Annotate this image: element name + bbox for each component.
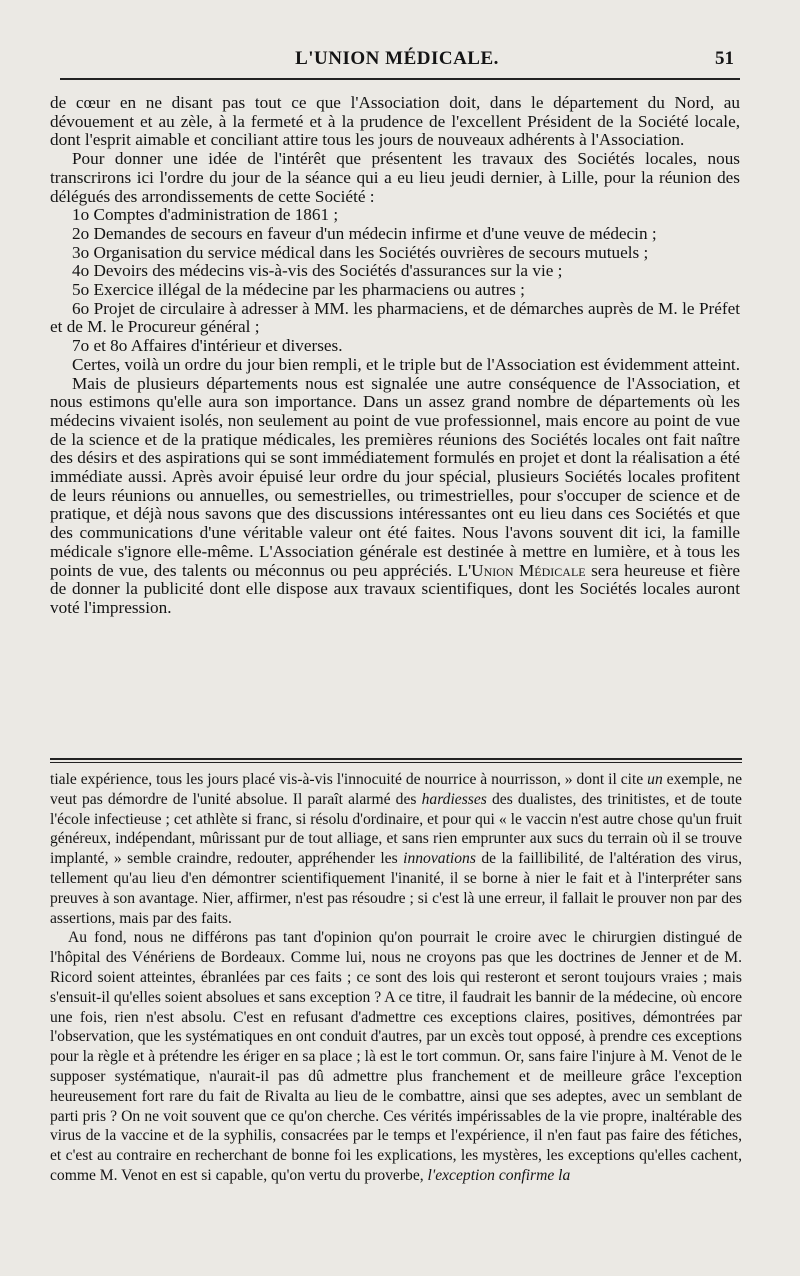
paragraph: Pour donner une idée de l'intérêt que présentent les travaux des Sociétés locales, nous transcrirons ici l'ordre du jour de la séance qui a eu lieu jeudi dernier, à Lille, pour la réunion des délégués des arrondissements de cette Société : [50,149,740,206]
agenda-item: 5o Exercice illégal de la médecine par les pharmaciens ou autres ; [72,280,525,300]
paragraph [50,928,742,1185]
paragraph-text: Au fond, nous ne différons pas tant d'opinion qu'on pourrait le croire avec le chirurgien distingué de l'hôpital des Vénériens de Bordeaux. Comme lui, nous ne croyons pas que les doctrines de Jenner et de M. Ricord soient atteintes, ébranlées par ces faits ; ce sont des lois qui resteront et seront toujours vraies ; mais s'ensuit-il qu'elles soient absolues et sans exception ? A ce titre, il faudrait les bannir de la médecine, où encore une fois, rien n'est absolu. C'est en refusant d'admettre ces exceptions claires, positives, démontrées par l'observation, que les systématiques en ont conduit d'autres, par un excès tout opposé, à prendre ces exceptions pour la règle et à prétendre les ériger en sa place ; là est le tort commun. Or, sans faire l'injure à M. Venot de le supposer systématique, n'aurait-il pas dû admettre plus franchement et de meilleure grâce l'exception heureusement fort rare du fait de Rivalta au lieu de le combattre, ainsi que ses adeptes, avec un semblant de parti pris ? On ne voit souvent que ce qu'on cherche. Ces vérités impérissables de la vie propre, inaltérable des virus de la vaccine et de la syphilis, consacrées par le temps et l'expérience, il n'en faut pas faire des fétiches, et c'est au contraire en recherchant de bonne foi les explications, les mystères, les exceptions qu'elles cachent, comme M. Venot en est si capable, qu'on vertu du proverbe, [50,929,742,1184]
paragraph-text: exemple, ne veut pas démordre de l'unité absolue. Il paraît alarmé des [50,771,743,808]
section-rule [50,758,742,760]
upper-article [50,94,740,618]
paragraph: de cœur en ne disant pas tout ce que l'Association doit, dans le département du Nord, au dévouement et au zèle, à la fermeté et à la prudence de l'excellent Président de la Société locale, dont l'esprit aimable et conciliant attire tous les jours de nouveaux adhérents à l'Association. [50,93,740,150]
running-header [52,44,742,74]
italic-text: un [647,771,663,788]
agenda-item: 6o Projet de circulaire à adresser à MM. les pharmaciens, et de démarches auprès de M. le Préfet et de M. le Procureur général ; [50,298,740,337]
agenda-item: 4o Devoirs des médecins vis-à-vis des Sociétés d'assurances sur la vie ; [72,261,563,281]
agenda-item: 2o Demandes de secours en faveur d'un médecin infirme et d'une veuve de médecin ; [72,223,657,243]
paragraph: Certes, voilà un ordre du jour bien rempli, et le triple but de l'Association est évidemment atteint. [72,354,740,374]
paragraph-text: des dualistes, des trinitistes, et de toute l'école infectieuse ; cet athlète si franc, si résolu d'ordinaire, et pour qui « le vaccin n'est autre chose qu'un fruit généreux, indépendant, mûrissant pur de tout alliage, et sans rien emprunter aux sucs du terrain où il se trouve implanté, » semble craindre, redouter, appréhender les [50,790,742,868]
page-number: 51 [715,48,734,69]
paragraph-text: de la faillibilité, de l'altération des virus, tellement qu'au lieu d'en démontrer scientifiquement l'inanité, il se borne à nier le fait et à l'interpréter sans preuves à son avantage. Nier, affirmer, n'est pas résoudre ; si c'est là une erreur, il fallait le prouver non par des assertions, mais par des faits. [50,850,742,927]
section-rule-thin [50,762,742,763]
paragraph-text: Mais de plusieurs départements nous est signalée une autre conséquence de l'Association, et nous estimons qu'elle aura son importance. Dans un assez grand nombre de départements où les médecins vivaient isolés, non seulement au point de vue professionnel, mais encore au point de vue de la science et de la pratique médicales, les premières réunions des Sociétés locales ont fait naître des désirs et des aspirations qui se sont immédiatement formulés en projet et dont la réalisation a été immédiate aussi. Après avoir épuisé leur ordre du jour spécial, plusieurs Sociétés locales profitent de leurs réunions ou annuelles, ou semestrielles, ou trimestrielles, pour s'occuper de science et de pratique, et déjà nous savons que des discussions intéressantes ont eu lieu dans ces Sociétés et que des communications d'une véritable valeur ont été faites. Nous l'avons souvent dit ici, la famille médicale s'ignore elle-même. L'Association générale est destinée à mettre en lumière, et à tous les points de vue, des talents ou méconnus ou peu appréciés. [50,373,740,580]
italic-text: l'exception confirme la [427,1166,571,1184]
paragraph-text: tiale expérience, tous les jours placé vis-à-vis l'innocuité de nourrice à nourrisson, » dont il cite [50,771,644,788]
header-rule [60,78,740,80]
paragraph [50,375,740,618]
lower-article [50,770,742,1186]
italic-text: innovations [403,850,476,868]
agenda-item: 3o Organisation du service médical dans les Sociétés ouvrières de secours mutuels ; [72,242,649,262]
paragraph [50,770,742,928]
italic-text: hardiesses [421,790,487,808]
running-title: L'UNION MÉDICALE. [295,48,499,69]
journal-name: L'Union Médicale [457,560,586,580]
agenda-item: 1o Comptes d'administration de 1861 ; [72,205,339,225]
paragraph-text: sera heureuse et fière de donner la publicité dont elle dispose aux travaux scientifiques, dont les Sociétés locales auront voté l'impression. [50,560,741,617]
agenda-item: 7o et 8o Affaires d'intérieur et diverses. [72,336,343,356]
